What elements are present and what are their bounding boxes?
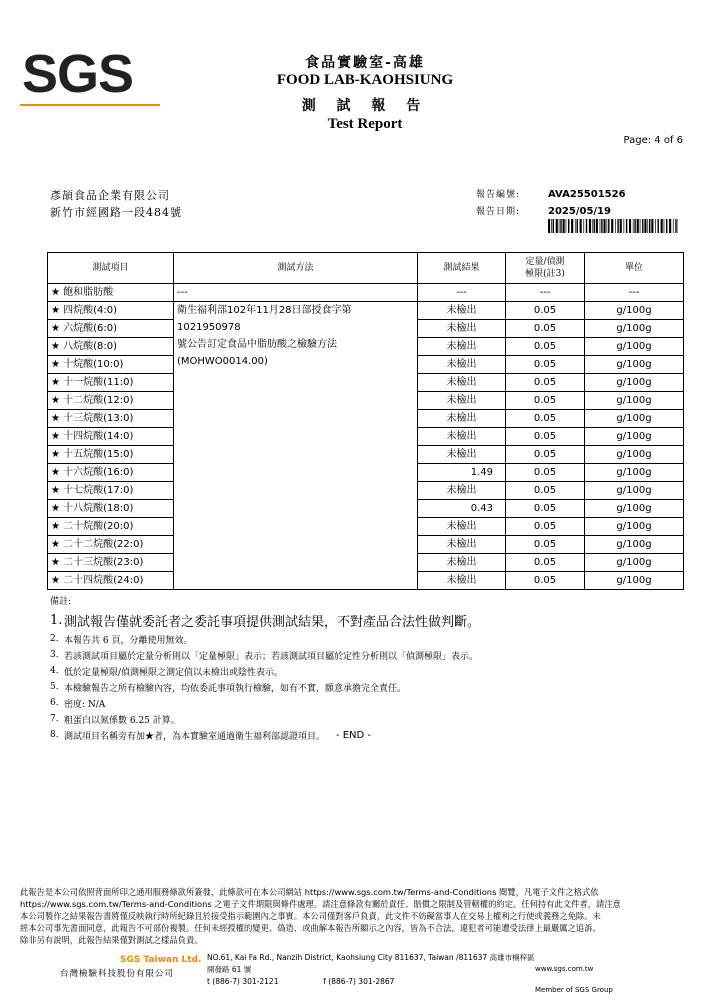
- row-item: ★ 十五烷酸(15:0): [48, 446, 174, 464]
- note-text: 低於定量極限/偵測極限之測定值以未檢出或陰性表示。: [64, 667, 284, 678]
- note-item: [50, 609, 690, 631]
- table-row: [48, 302, 684, 320]
- row-limit: 0.05: [506, 518, 585, 536]
- row-limit: 0.05: [506, 374, 585, 392]
- row-limit: 0.05: [506, 338, 585, 356]
- note-text: 密度: N/A: [64, 699, 106, 710]
- disclaimer-line: 除非另有說明，此報告結果僅對測試之樣品負責。: [20, 935, 203, 945]
- row-unit: g/100g: [585, 410, 684, 428]
- logo-underline: [20, 104, 160, 106]
- footer-phone: t (886-7) 301-2121: [207, 977, 279, 986]
- row-result: 未檢出: [418, 392, 506, 410]
- footer-address-block: [207, 952, 537, 988]
- row-result: ---: [418, 284, 506, 302]
- row-item: ★ 十一烷酸(11:0): [48, 374, 174, 392]
- table-header-row: [48, 253, 684, 284]
- report-date-label: 報告日期:: [476, 207, 521, 217]
- note-item: [50, 695, 690, 711]
- row-unit: g/100g: [585, 500, 684, 518]
- report-number: AVA25501526: [548, 189, 626, 200]
- disclaimer-line: 經本公司事先書面同意，此報告不可部份複製。任何未經授權的變更、偽造、或曲解本報告所顯示之內容，皆為不合法，違犯者可能遭受法律上最嚴厲之追訴。: [20, 923, 601, 933]
- row-result: 未檢出: [418, 554, 506, 572]
- note-number: 3.: [50, 650, 59, 660]
- end-marker: - END -: [335, 730, 372, 741]
- footer-website: www.sgs.com.tw: [535, 965, 594, 973]
- row-limit: 0.05: [506, 392, 585, 410]
- row-result: 1.49: [418, 464, 506, 482]
- notes-title: 備註:: [50, 597, 72, 607]
- row-item: ★ 十烷酸(10:0): [48, 356, 174, 374]
- row-item: ★ 十四烷酸(14:0): [48, 428, 174, 446]
- note-number: 7.: [50, 714, 59, 724]
- report-labels: [476, 187, 520, 221]
- row-result: 未檢出: [418, 410, 506, 428]
- report-date: 2025/05/19: [548, 206, 611, 217]
- row-result: 未檢出: [418, 536, 506, 554]
- row-limit: 0.05: [506, 446, 585, 464]
- page-number: Page: 4 of 6: [623, 135, 683, 146]
- sgs-logo: SGS: [22, 44, 134, 104]
- note-number: 1.: [50, 612, 63, 628]
- row-item: ★ 六烷酸(6:0): [48, 320, 174, 338]
- row-unit: g/100g: [585, 428, 684, 446]
- note-text: 測試報告僅就委託者之委託事項提供測試結果，不對產品合法性做判斷。: [64, 614, 481, 630]
- notes-section: [50, 594, 690, 743]
- header-unit: 單位: [585, 253, 684, 284]
- row-limit: 0.05: [506, 320, 585, 338]
- row-limit: 0.05: [506, 356, 585, 374]
- client-info: [50, 187, 182, 221]
- row-limit: 0.05: [506, 302, 585, 320]
- row-result: 未檢出: [418, 482, 506, 500]
- client-name: 彥頡食品企業有限公司: [50, 189, 170, 202]
- note-text: 本報告共 6 頁，分離使用無效。: [64, 635, 193, 646]
- row-unit: ---: [585, 284, 684, 302]
- row-item: ★ 四烷酸(4:0): [48, 302, 174, 320]
- row-result: 未檢出: [418, 302, 506, 320]
- note-number: 2.: [50, 634, 59, 644]
- row-item: ★ 二十三烷酸(23:0): [48, 554, 174, 572]
- client-address: 新竹市經國路一段484號: [50, 206, 182, 219]
- note-text: 粗蛋白以氮係數 6.25 計算。: [64, 715, 180, 726]
- row-unit: g/100g: [585, 302, 684, 320]
- row-unit: g/100g: [585, 518, 684, 536]
- row-unit: g/100g: [585, 536, 684, 554]
- note-item: [50, 647, 690, 663]
- note-text: 測試項目名稱旁有加★者，為本實驗室通過衛生福利部認證項目。: [64, 731, 326, 742]
- row-result: 未檢出: [418, 428, 506, 446]
- row-limit: 0.05: [506, 572, 585, 590]
- row-result: 0.43: [418, 500, 506, 518]
- row-item: ★ 飽和脂肪酸: [48, 284, 174, 302]
- note-text: 若該測試項目屬於定量分析則以「定量極限」表示；若該測試項目屬於定性分析則以「偵測極限」表示。: [64, 651, 479, 662]
- disclaimer-text: [20, 886, 690, 946]
- row-unit: g/100g: [585, 464, 684, 482]
- table-row: [48, 284, 684, 302]
- row-item: ★ 二十烷酸(20:0): [48, 518, 174, 536]
- row-unit: g/100g: [585, 572, 684, 590]
- report-title-en: Test Report: [327, 116, 403, 132]
- disclaimer-line: https://www.sgs.com.tw/Terms-and-Conditions 之電子文件期限與條件處理。請注意條款有關於責任、賠償之限制及管轄權的約定。任何持有此文件者，請注意: [20, 899, 621, 909]
- method-line: 衛生福利部102年11月28日部授食字第1021950978: [177, 305, 352, 333]
- note-item: [50, 711, 690, 727]
- disclaimer-line: 此報告是本公司依照背面所印之通用服務條款所簽發，此條款可在本公司網站 https://www.sgs.com.tw/Terms-and-Conditions 閱覽，凡電子文件之格式依: [20, 887, 599, 897]
- row-unit: g/100g: [585, 446, 684, 464]
- note-number: 5.: [50, 682, 59, 692]
- method-description: [174, 302, 418, 590]
- row-unit: g/100g: [585, 554, 684, 572]
- table-body: [48, 284, 684, 590]
- report-title-zh: 測 試 報 告: [301, 98, 429, 114]
- row-unit: g/100g: [585, 482, 684, 500]
- barcode-image: [548, 219, 678, 233]
- row-unit: g/100g: [585, 338, 684, 356]
- row-result: 未檢出: [418, 356, 506, 374]
- header-result: 測試結果: [418, 253, 506, 284]
- header-limit-text: 定量/偵測 極限(註3): [525, 257, 565, 279]
- header-method: 測試方法: [174, 253, 418, 284]
- report-values: [548, 186, 626, 220]
- row-unit: g/100g: [585, 392, 684, 410]
- row-item: ★ 十三烷酸(13:0): [48, 410, 174, 428]
- row-item: ★ 二十四烷酸(24:0): [48, 572, 174, 590]
- row-result: 未檢出: [418, 518, 506, 536]
- results-table: [47, 252, 684, 590]
- method-line: 號公告訂定食品中脂肪酸之檢驗方法: [177, 339, 337, 350]
- row-limit: 0.05: [506, 410, 585, 428]
- row-result: 未檢出: [418, 446, 506, 464]
- footer-address: NO.61, Kai Fa Rd., Nanzih District, Kaohsiung City 811637, Taiwan /811637 高雄市楠梓區開發路 61 號: [207, 953, 535, 974]
- row-item: ★ 二十二烷酸(22:0): [48, 536, 174, 554]
- row-limit: ---: [506, 284, 585, 302]
- row-item: ★ 八烷酸(8:0): [48, 338, 174, 356]
- note-item: [50, 663, 690, 679]
- note-number: 4.: [50, 666, 59, 676]
- footer-company-en: SGS Taiwan Ltd.: [120, 955, 202, 965]
- footer-contacts: [207, 976, 537, 988]
- lab-name-en: FOOD LAB-KAOHSIUNG: [276, 72, 454, 88]
- method-line: (MOHWO0014.00): [177, 356, 268, 367]
- note-text: 本檢驗報告之所有檢驗內容，均依委託事項執行檢驗，如有不實，願意承擔完全責任。: [64, 683, 407, 694]
- footer-fax: f (886-7) 301-2867: [323, 977, 395, 986]
- header-item: 測試項目: [48, 253, 174, 284]
- row-limit: 0.05: [506, 428, 585, 446]
- row-item: ★ 十八烷酸(18:0): [48, 500, 174, 518]
- row-result: 未檢出: [418, 320, 506, 338]
- row-limit: 0.05: [506, 536, 585, 554]
- note-number: 6.: [50, 698, 59, 708]
- header-limit: [506, 253, 585, 284]
- row-limit: 0.05: [506, 482, 585, 500]
- footer-member: Member of SGS Group: [535, 986, 613, 994]
- row-limit: 0.05: [506, 464, 585, 482]
- row-limit: 0.05: [506, 554, 585, 572]
- row-item: ★ 十六烷酸(16:0): [48, 464, 174, 482]
- row-item: ★ 十七烷酸(17:0): [48, 482, 174, 500]
- report-number-label: 報告編號:: [476, 190, 521, 200]
- row-unit: g/100g: [585, 356, 684, 374]
- row-result: 未檢出: [418, 374, 506, 392]
- lab-name-zh: 食品實驗室-高雄: [305, 55, 425, 71]
- row-unit: g/100g: [585, 374, 684, 392]
- row-item: ★ 十二烷酸(12:0): [48, 392, 174, 410]
- note-item: [50, 631, 690, 647]
- row-method: ---: [174, 284, 418, 302]
- notes-list: [50, 609, 690, 743]
- note-item: [50, 679, 690, 695]
- row-result: 未檢出: [418, 338, 506, 356]
- footer-company-zh: 台灣檢驗科技股份有限公司: [60, 969, 175, 979]
- row-limit: 0.05: [506, 500, 585, 518]
- row-result: 未檢出: [418, 572, 506, 590]
- row-unit: g/100g: [585, 320, 684, 338]
- note-number: 8.: [50, 730, 59, 740]
- disclaimer-line: 本公司製作之結果報告書將僅反映執行時所紀錄且於接受指示範圍內之事實。本公司僅對客戶負責，此文件不妨礙當事人在交易上權利之行使或義務之免除。未: [20, 911, 601, 921]
